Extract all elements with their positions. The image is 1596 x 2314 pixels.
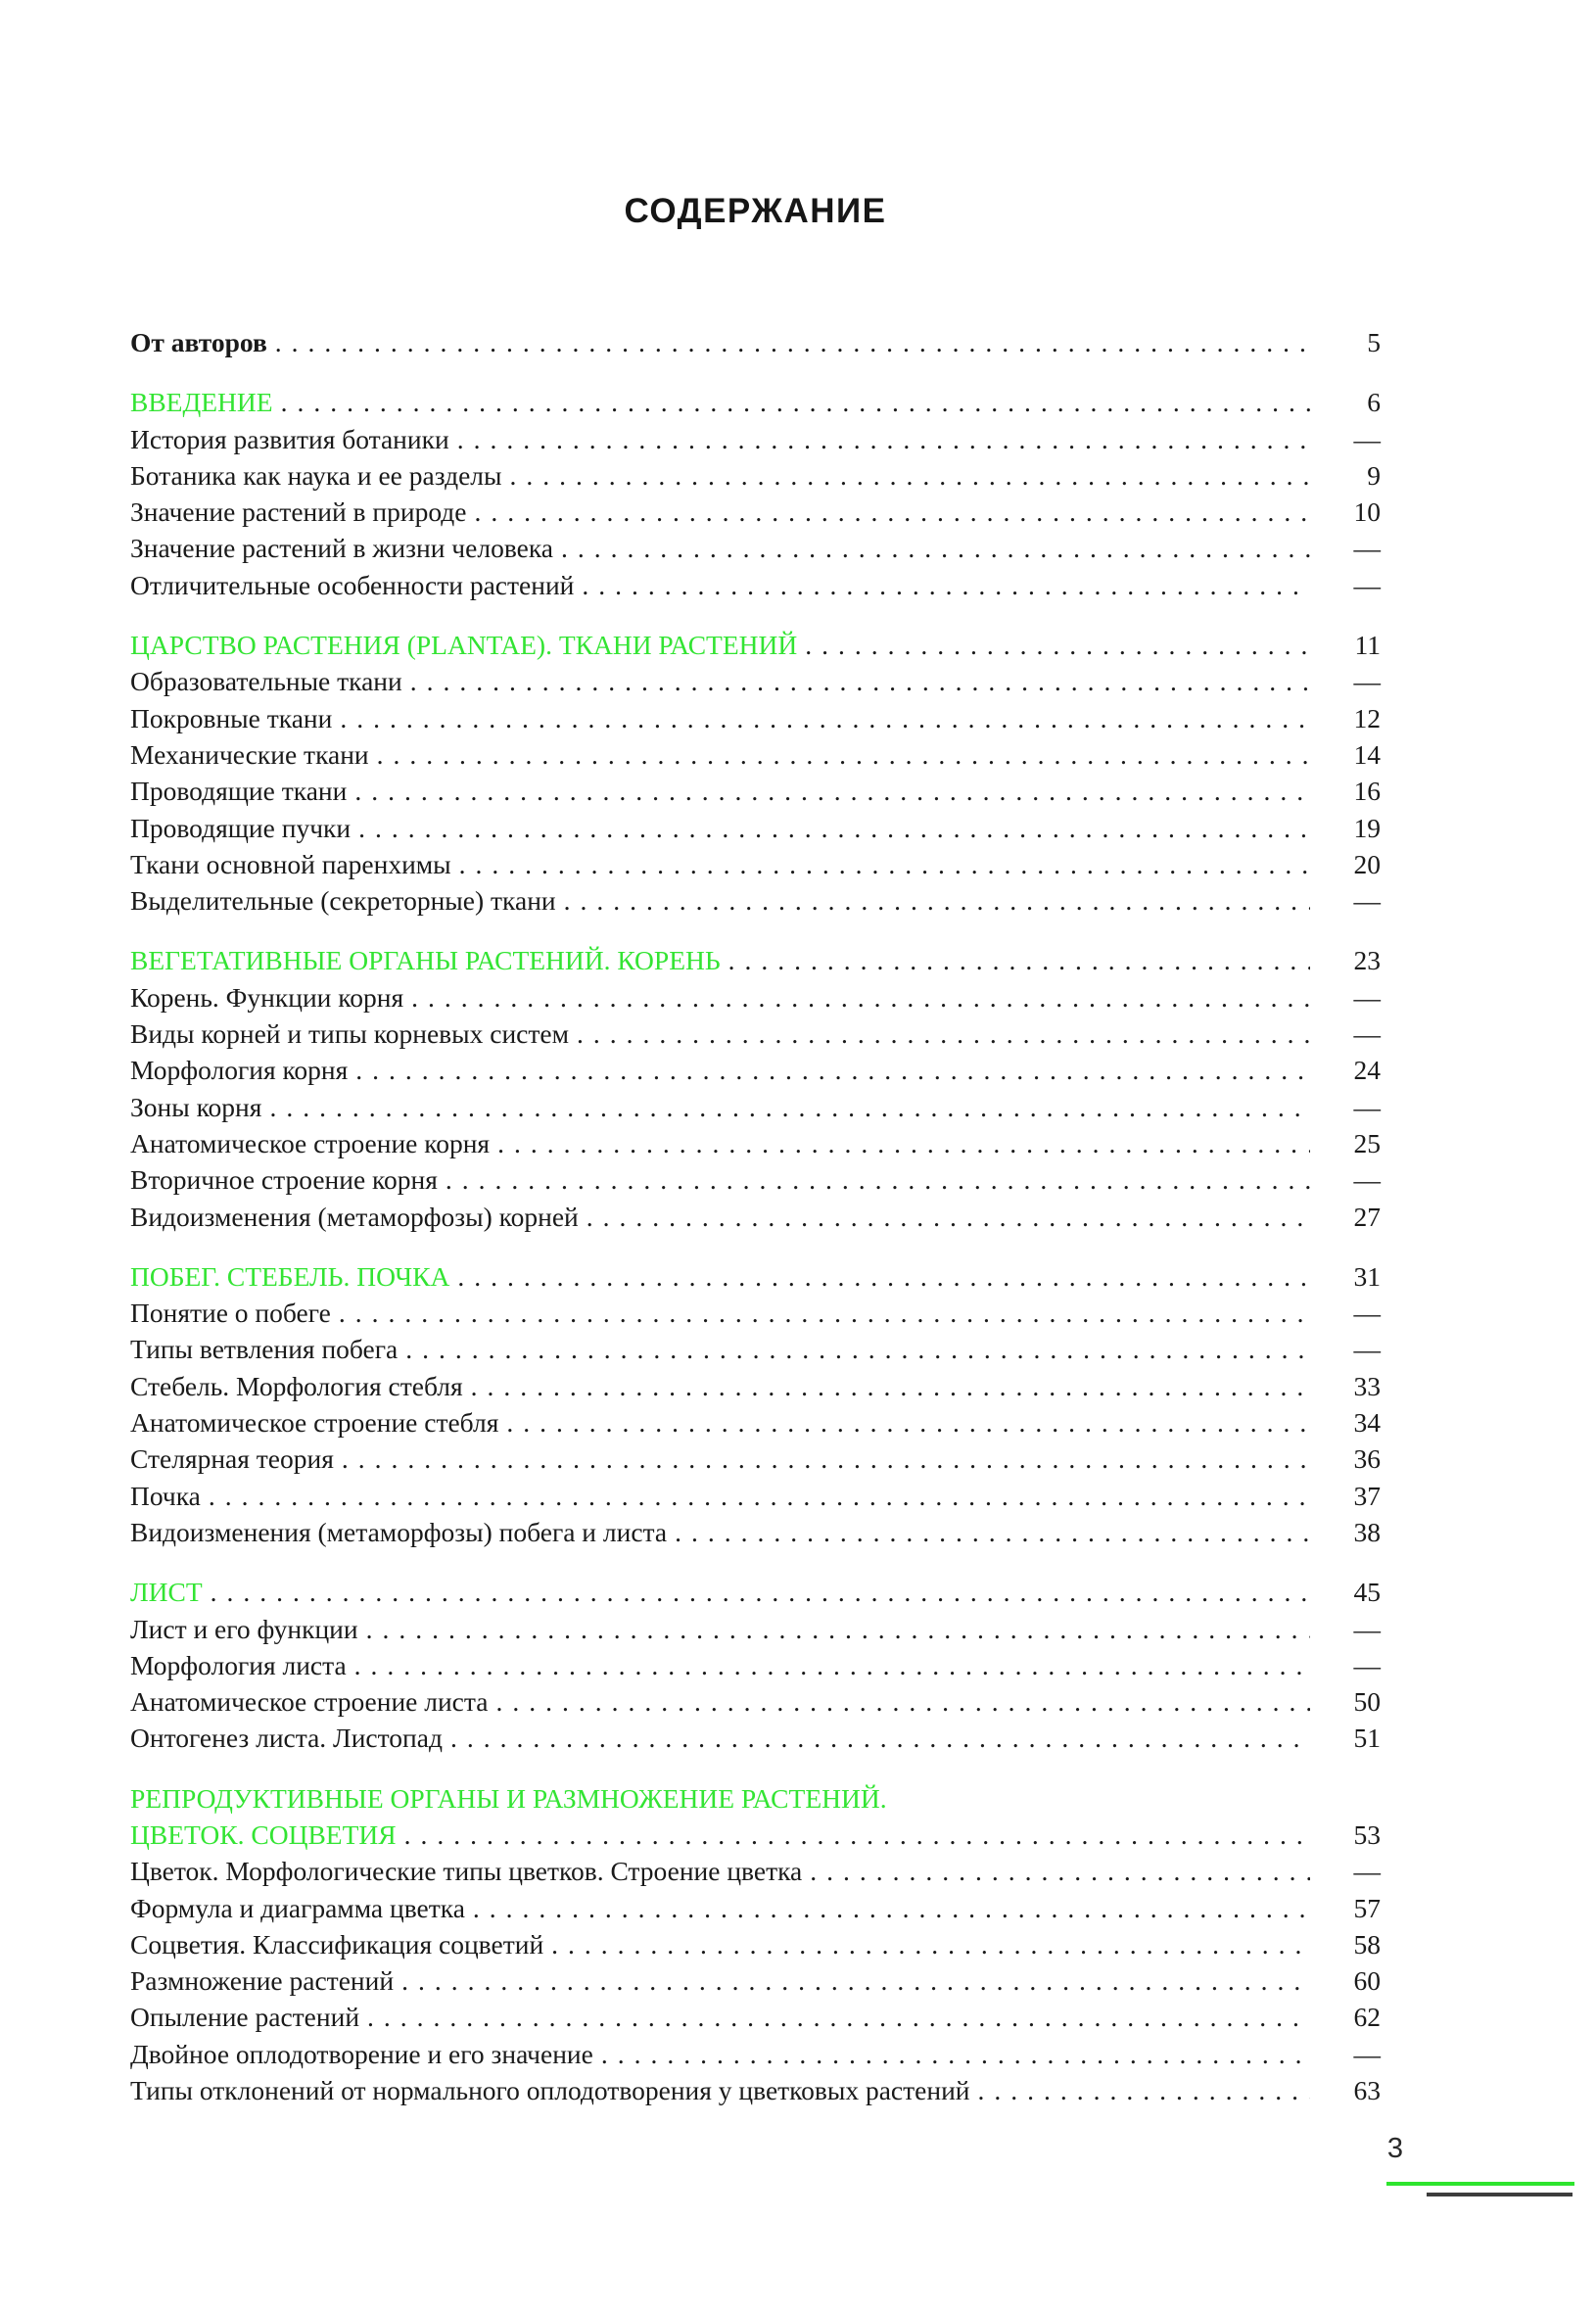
toc-entry-page: 63 (1353, 2075, 1381, 2106)
toc-entry (130, 773, 1381, 809)
toc-entry (130, 1890, 1381, 1926)
toc-entry (130, 1962, 1381, 1999)
toc-entry-page: 38 (1353, 1516, 1381, 1547)
toc-leader-dots (404, 1817, 1310, 1853)
toc-leader-dots (366, 1611, 1310, 1647)
toc-entry-page: — (1353, 666, 1381, 697)
toc-leader-dots (582, 567, 1310, 603)
toc-entry (130, 1258, 1381, 1295)
toc-entry-label: Размножение растений (130, 1965, 395, 1997)
toc-entry-label: Понятие о побеге (130, 1298, 331, 1329)
toc-entry (130, 979, 1381, 1015)
toc-leader-dots (810, 1853, 1310, 1889)
toc-entry-page: — (1353, 1856, 1381, 1887)
toc-entry (130, 567, 1381, 603)
toc-entry-page: — (1353, 1018, 1381, 1050)
toc-entry-label: Видоизменения (метаморфозы) корней (130, 1201, 579, 1232)
toc-entry-label: РЕПРОДУКТИВНЫЕ ОРГАНЫ И РАЗМНОЖЕНИЕ РАСТЕНИЙ. (130, 1782, 887, 1814)
toc-entry (130, 1853, 1381, 1889)
toc-entry-page: 23 (1353, 945, 1381, 976)
toc-entry (130, 457, 1381, 494)
toc-entry-label: Образовательные ткани (130, 666, 402, 697)
toc-entry-page: — (1353, 1334, 1381, 1365)
toc-entry (130, 1926, 1381, 1962)
toc-entry-page: 50 (1353, 1686, 1381, 1718)
toc-leader-dots (269, 1089, 1310, 1125)
toc-entry (130, 384, 1381, 420)
toc-entry-page: 24 (1353, 1055, 1381, 1086)
toc-entry-label: Анатомическое строение стебля (130, 1407, 499, 1439)
toc-leader-dots (457, 421, 1310, 457)
toc-entry-label: Анатомическое строение листа (130, 1686, 489, 1718)
toc-entry (130, 1514, 1381, 1550)
toc-entry-label: Вторичное строение корня (130, 1164, 438, 1196)
toc-entry-page: — (1353, 423, 1381, 454)
toc-entry (130, 1125, 1381, 1161)
toc-entry-label: История развития ботаники (130, 423, 449, 454)
toc-list (130, 324, 1381, 2108)
toc-entry-page: 37 (1353, 1480, 1381, 1511)
toc-leader-dots (497, 1125, 1310, 1161)
toc-entry (130, 1478, 1381, 1514)
toc-entry-label: ЦВЕТОК. СОЦВЕТИЯ (130, 1818, 397, 1850)
toc-entry-page: 6 (1367, 387, 1381, 418)
toc-leader-dots (209, 1478, 1310, 1514)
toc-leader-dots (339, 1295, 1310, 1331)
toc-entry-page: — (1353, 1298, 1381, 1329)
toc-leader-dots (495, 1683, 1310, 1720)
toc-entry-page: 34 (1353, 1407, 1381, 1439)
toc-entry-label: Соцветия. Классификация соцветий (130, 1928, 544, 1960)
toc-entry-label: Опыление растений (130, 2002, 360, 2033)
toc-entry-page: — (1353, 1091, 1381, 1122)
toc-leader-dots (601, 2036, 1310, 2072)
toc-entry (130, 846, 1381, 882)
toc-entry-label: Анатомическое строение корня (130, 1127, 491, 1158)
toc-leader-dots (506, 1404, 1310, 1440)
toc-entry (130, 700, 1381, 736)
toc-entry (130, 1199, 1381, 1235)
toc-entry-label: Покровные ткани (130, 702, 333, 733)
toc-entry-label: Отличительные особенности растений (130, 569, 575, 600)
toc-leader-dots (411, 979, 1310, 1015)
toc-entry-page: 9 (1367, 459, 1381, 491)
toc-entry (130, 810, 1381, 846)
toc-entry-page: 10 (1353, 496, 1381, 528)
toc-entry-label: Типы отклонений от нормального оплодотворения у цветковых растений (130, 2075, 970, 2106)
toc-leader-dots (275, 324, 1310, 360)
toc-leader-dots (459, 846, 1310, 882)
toc-entry (130, 1647, 1381, 1683)
toc-entry (130, 1368, 1381, 1404)
toc-entry-label: Типы ветвления побега (130, 1334, 399, 1365)
toc-entry (130, 663, 1381, 699)
toc-entry-page: 53 (1353, 1818, 1381, 1850)
toc-entry-label: Формула и диаграмма цветка (130, 1892, 465, 1923)
toc-leader-dots (358, 810, 1310, 846)
toc-entry-page: — (1353, 981, 1381, 1013)
toc-entry (130, 1295, 1381, 1331)
toc-leader-dots (509, 457, 1310, 494)
page-number: 3 (1386, 2133, 1404, 2164)
toc-entry (130, 1404, 1381, 1440)
toc-entry (130, 494, 1381, 530)
toc-entry (130, 1780, 1381, 1817)
toc-entry (130, 1720, 1381, 1756)
toc-entry-label: ПОБЕГ. СТЕБЕЛЬ. ПОЧКА (130, 1260, 450, 1292)
toc-leader-dots (354, 773, 1310, 809)
toc-leader-dots (281, 384, 1310, 420)
toc-entry-label: Проводящие ткани (130, 776, 348, 807)
toc-entry (130, 1611, 1381, 1647)
toc-entry-label: Видоизменения (метаморфозы) побега и листа (130, 1516, 668, 1547)
toc-entry-page: 27 (1353, 1201, 1381, 1232)
toc-entry-label: Двойное оплодотворение и его значение (130, 2038, 593, 2069)
toc-entry-label: Морфология листа (130, 1649, 347, 1680)
toc-entry-page: 51 (1353, 1723, 1381, 1754)
toc-entry-label: ВВЕДЕНИЕ (130, 387, 273, 418)
toc-leader-dots (211, 1574, 1310, 1610)
toc-leader-dots (805, 627, 1310, 663)
toc-entry-label: Морфология корня (130, 1055, 349, 1086)
toc-entry-label: ВЕГЕТАТИВНЫЕ ОРГАНЫ РАСТЕНИЙ. КОРЕНЬ (130, 945, 721, 976)
toc-leader-dots (340, 700, 1310, 736)
toc-entry-label: Выделительные (секреторные) ткани (130, 885, 556, 917)
toc-entry-label: Стебель. Морфология стебля (130, 1370, 463, 1401)
toc-entry-label: Ботаника как наука и ее разделы (130, 459, 502, 491)
toc-entry-page: 20 (1353, 848, 1381, 879)
toc-entry-page: 5 (1367, 327, 1381, 357)
toc-entry-label: От авторов (130, 327, 267, 357)
toc-leader-dots (342, 1440, 1310, 1477)
toc-entry (130, 421, 1381, 457)
toc-entry-label: Корень. Функции корня (130, 981, 404, 1013)
toc-leader-dots (475, 494, 1310, 530)
toc-entry-page: 58 (1353, 1928, 1381, 1960)
toc-entry (130, 2036, 1381, 2072)
toc-entry-label: ЛИСТ (130, 1577, 203, 1608)
toc-entry-label: Значение растений в природе (130, 496, 467, 528)
toc-entry (130, 736, 1381, 773)
toc-entry-page: 57 (1353, 1892, 1381, 1923)
page-title: СОДЕРЖАНИЕ (624, 192, 887, 230)
toc-leader-dots (457, 1258, 1310, 1295)
toc-leader-dots (377, 736, 1310, 773)
toc-entry (130, 324, 1381, 360)
toc-leader-dots (728, 942, 1310, 978)
footer-green-rule (1386, 2182, 1574, 2186)
toc-entry-label: ЦАРСТВО РАСТЕНИЯ (PLANTAE). ТКАНИ РАСТЕНИЙ (130, 630, 798, 661)
toc-entry (130, 1574, 1381, 1610)
toc-leader-dots (675, 1514, 1310, 1550)
toc-entry (130, 1440, 1381, 1477)
toc-entry-label: Ткани основной паренхимы (130, 848, 451, 879)
toc-leader-dots (577, 1015, 1310, 1052)
toc-leader-dots (473, 1890, 1310, 1926)
toc-entry-label: Онтогенез листа. Листопад (130, 1723, 443, 1754)
toc-entry (130, 1683, 1381, 1720)
toc-entry (130, 942, 1381, 978)
toc-leader-dots (410, 663, 1310, 699)
toc-entry-page: 12 (1353, 702, 1381, 733)
toc-entry-page: 33 (1353, 1370, 1381, 1401)
toc-entry-page: — (1353, 1649, 1381, 1680)
toc-entry-label: Цветок. Морфологические типы цветков. Строение цветка (130, 1856, 803, 1887)
toc-entry (130, 882, 1381, 919)
toc-entry-page: 19 (1353, 812, 1381, 843)
toc-entry (130, 1052, 1381, 1088)
toc-entry (130, 2072, 1381, 2108)
toc-entry-page: — (1353, 1613, 1381, 1644)
toc-entry (130, 530, 1381, 566)
toc-leader-dots (355, 1052, 1310, 1088)
toc-entry-page: 36 (1353, 1443, 1381, 1475)
toc-leader-dots (978, 2072, 1310, 2108)
toc-leader-dots (446, 1161, 1310, 1198)
toc-entry-page: — (1353, 885, 1381, 917)
toc-entry (130, 1089, 1381, 1125)
toc-entry-page: — (1353, 1164, 1381, 1196)
toc-entry-label: Значение растений в жизни человека (130, 533, 553, 564)
toc-entry (130, 1817, 1381, 1853)
toc-leader-dots (450, 1720, 1310, 1756)
toc-entry-page: — (1353, 533, 1381, 564)
toc-entry (130, 1015, 1381, 1052)
toc-leader-dots (551, 1926, 1310, 1962)
footer-dark-rule (1427, 2193, 1573, 2196)
toc-entry-label: Почка (130, 1480, 201, 1511)
toc-leader-dots (471, 1368, 1310, 1404)
toc-leader-dots (405, 1331, 1310, 1367)
toc-entry-page: 45 (1353, 1577, 1381, 1608)
toc-entry-page: 25 (1353, 1127, 1381, 1158)
toc-entry (130, 1999, 1381, 2035)
toc-leader-dots (401, 1962, 1310, 1999)
toc-entry-page: — (1353, 2038, 1381, 2069)
toc-entry-label: Стелярная теория (130, 1443, 334, 1475)
toc-entry-page: 11 (1354, 630, 1381, 661)
toc-entry-page: 62 (1353, 2002, 1381, 2033)
toc-entry (130, 1161, 1381, 1198)
toc-leader-dots (587, 1199, 1310, 1235)
toc-leader-dots (561, 530, 1310, 566)
toc-entry-page: 16 (1353, 776, 1381, 807)
toc-entry-page: 60 (1353, 1965, 1381, 1997)
toc-entry (130, 627, 1381, 663)
toc-entry-page: 31 (1353, 1260, 1381, 1292)
toc-entry-label: Лист и его функции (130, 1613, 358, 1644)
toc-entry (130, 1331, 1381, 1367)
toc-entry-label: Виды корней и типы корневых систем (130, 1018, 570, 1050)
toc-entry-label: Зоны корня (130, 1091, 262, 1122)
toc-leader-dots (564, 882, 1310, 919)
toc-leader-dots (367, 1999, 1310, 2035)
toc-entry-label: Проводящие пучки (130, 812, 352, 843)
toc-entry-label: Механические ткани (130, 738, 369, 770)
toc-entry-page: 14 (1353, 738, 1381, 770)
toc-entry-page: — (1353, 569, 1381, 600)
toc-leader-dots (354, 1647, 1310, 1683)
